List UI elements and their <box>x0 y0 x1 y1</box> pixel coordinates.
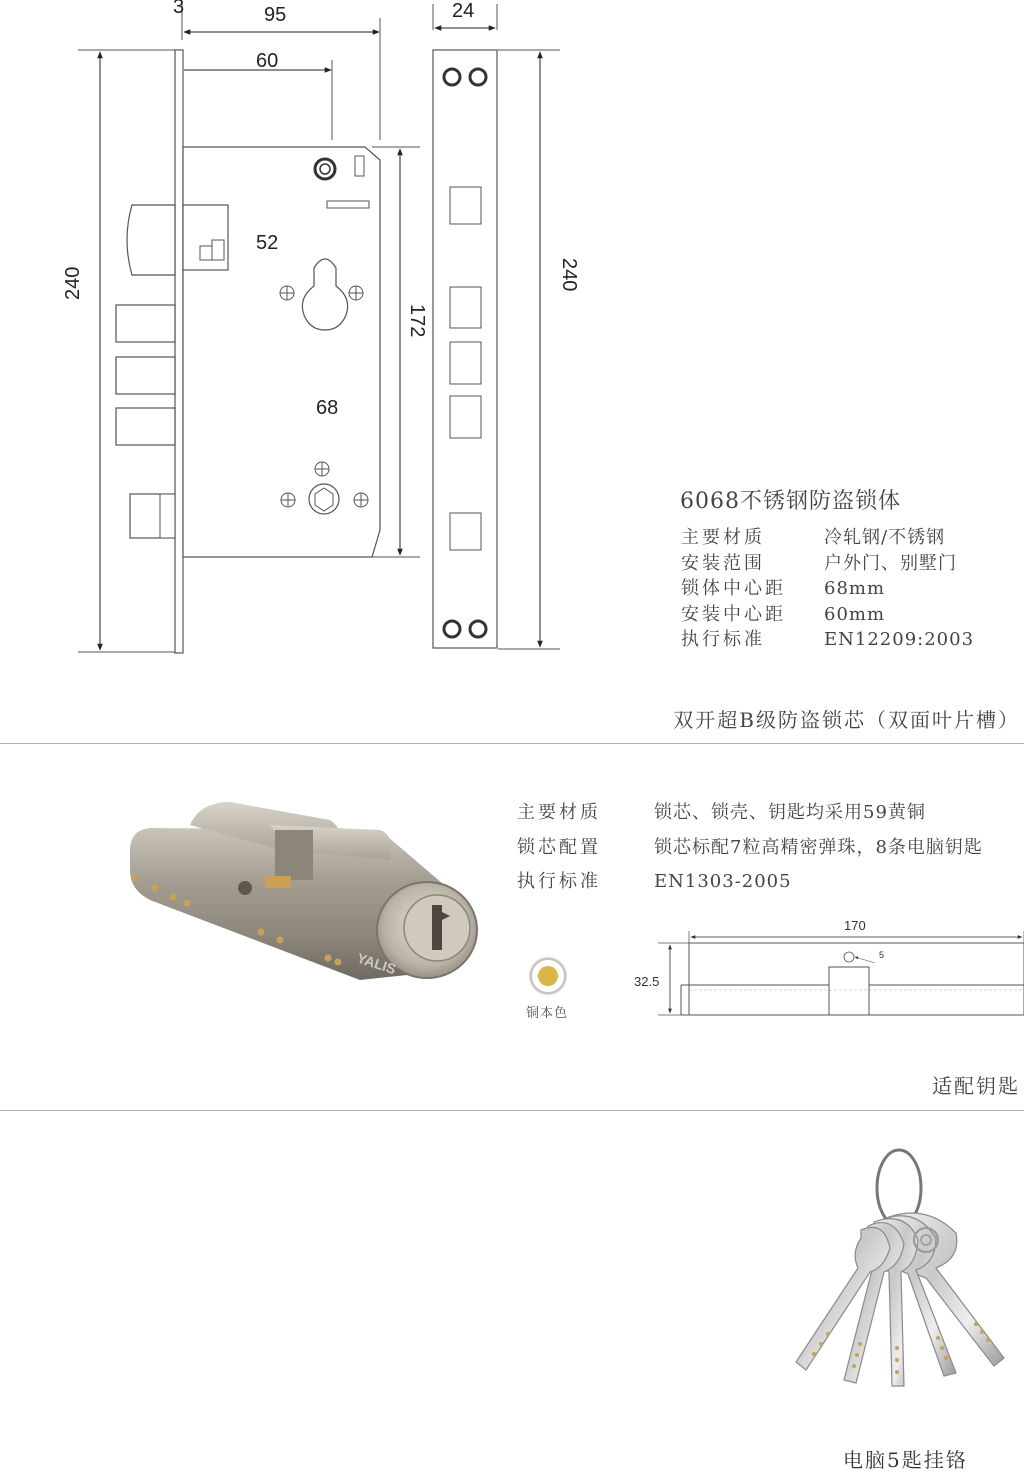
swatch-label: 铜本色 <box>526 1006 569 1021</box>
dimension-line-height-left <box>78 50 176 652</box>
deadbolt <box>116 305 175 342</box>
cylinder-photo <box>120 790 490 1005</box>
spec-value: 68mm <box>824 578 886 599</box>
dim-faceplate-thickness: 3 <box>173 0 185 18</box>
keys-photo <box>786 1148 1024 1398</box>
dim-center-distance: 68 <box>316 397 339 419</box>
keys-heading: 适配钥匙 <box>932 1074 1020 1098</box>
dim-height-right: 240 <box>558 258 580 292</box>
dim-plate-width: 24 <box>452 0 475 22</box>
lockbody-spec-list <box>681 525 974 653</box>
spec-label: 执行标准 <box>681 629 765 650</box>
dim-height-left: 240 <box>62 266 84 300</box>
lockbody-title: 6068不锈钢防盗锁体 <box>680 489 901 514</box>
spec-label: 安装中心距 <box>681 603 786 625</box>
spec-value: EN12209:2003 <box>824 629 975 650</box>
spec-label: 执行标准 <box>517 871 601 892</box>
dim-backset: 60 <box>256 50 279 72</box>
swatch-fill <box>538 966 558 986</box>
dim-pin-hole: 5 <box>879 950 885 960</box>
faceplate <box>175 50 183 653</box>
spec-value: 60mm <box>824 603 886 625</box>
section-divider <box>0 743 1024 744</box>
spec-value: 户外门、别墅门 <box>824 552 957 574</box>
cylinder-dimension-drawing <box>628 915 1024 1025</box>
lock-body-drawing <box>0 0 610 670</box>
strike-plate <box>433 50 497 648</box>
section-divider <box>0 1110 1024 1111</box>
spec-value: EN1303-2005 <box>654 871 792 892</box>
spec-label: 主要材质 <box>681 527 765 548</box>
dim-cylinder-length: 170 <box>844 918 866 933</box>
brand-mark: YALIS <box>355 949 399 978</box>
spec-value: 锁芯标配7粒高精密弹珠，8条电脑钥匙 <box>654 836 983 858</box>
spec-label: 锁体中心距 <box>681 578 786 599</box>
dimension-line-height-right <box>498 50 560 649</box>
dim-body-height: 172 <box>406 304 428 338</box>
keys-caption: 电脑5匙挂铬 <box>843 1448 968 1472</box>
deadbolt <box>116 408 175 445</box>
spec-value: 锁芯、锁壳、钥匙均采用59黄铜 <box>654 802 926 823</box>
dim-spindle: 52 <box>256 232 279 254</box>
cylinder-spec-list <box>517 796 983 900</box>
spec-value: 冷轧钢/不锈钢 <box>824 527 946 548</box>
dim-cylinder-height: 32.5 <box>634 974 660 989</box>
dim-body-width: 95 <box>264 4 287 26</box>
color-swatch <box>530 958 566 994</box>
spec-label: 主要材质 <box>517 802 601 823</box>
deadbolt <box>116 357 175 394</box>
cylinder-heading: 双开超B级防盗锁芯（双面叶片槽） <box>673 708 1020 732</box>
spec-label: 锁芯配置 <box>517 836 601 858</box>
spec-label: 安装范围 <box>681 552 765 574</box>
